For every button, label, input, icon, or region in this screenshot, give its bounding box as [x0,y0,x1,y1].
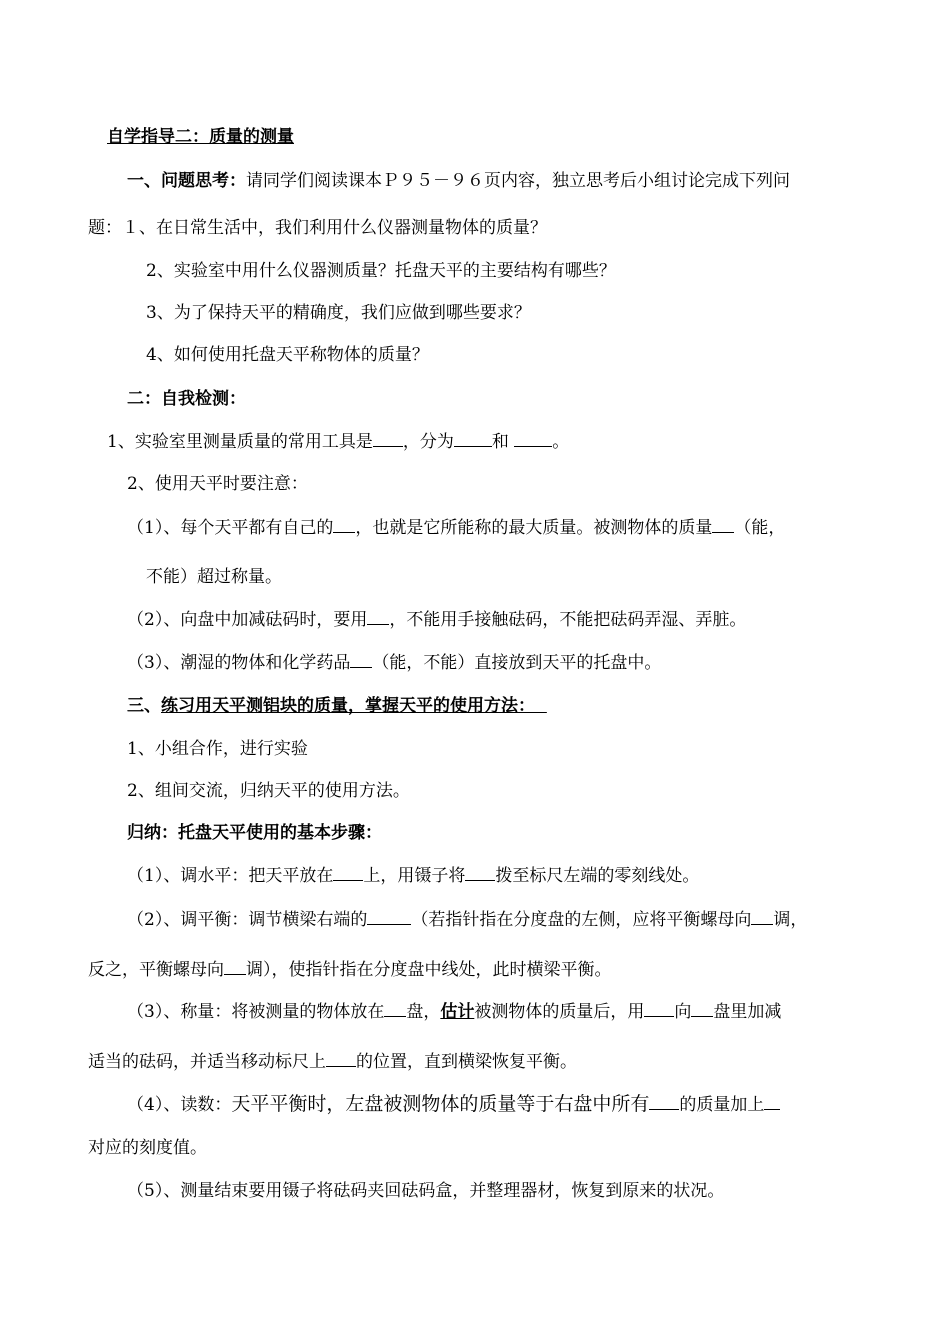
s1-intro-line [127,170,790,192]
s3-head-b: 练习用天平测铝块的质量，掌握天平的使用方法： [161,696,535,716]
s2-l5a: （2）、向盘中加减砝码时，要用 [127,610,368,630]
blank [691,1000,713,1017]
p2c: 调， [773,910,808,930]
s2-l1d: 。 [552,432,570,452]
p3a: （3）、称量：将被测量的物体放在 [127,1002,385,1022]
step-2-cont [88,958,612,981]
s1-question-2: 2、实验室中用什么仪器测质量？托盘天平的主要结构有哪些？ [146,261,616,281]
blank [373,430,403,447]
step-5: （5）、测量结束要用镊子将砝码夹回砝码盒，并整理器材，恢复到原来的状况。 [127,1181,725,1201]
step-4-cont: 对应的刻度值。 [88,1138,207,1158]
s2-line-4: 不能）超过称量。 [146,567,282,587]
s1-intro-a: 请同学们阅读课本Ｐ９５－９６页内容，独立思考后小组讨论完成下列问 [246,171,790,191]
step-3 [127,1000,781,1023]
blank [712,516,734,533]
p2d: 反之，平衡螺母向 [88,960,224,980]
s3-head-a: 三、 [127,696,161,716]
blank [350,651,372,668]
s1-intro-b: 题：１、在日常生活中，我们利用什么仪器测量物体的质量？ [88,218,547,238]
p2e: 调），使指针指在分度盘中线处，此时横梁平衡。 [246,960,612,980]
s3-line-1: 1、小组合作，进行实验 [127,739,308,759]
blank [644,1000,674,1017]
p2a: （2）、调平衡：调节横梁右端的 [127,910,368,930]
blank [751,908,773,925]
step-2 [127,908,807,931]
blank [764,1093,780,1110]
p3f: 盘里加减 [713,1002,782,1022]
s2-heading: 二：自我检测： [127,389,246,409]
p4a: （4）、读数： [127,1095,232,1115]
step-1 [127,864,699,887]
blank [454,430,492,447]
s1-question-4: 4、如何使用托盘天平称物体的质量？ [146,345,429,365]
s2-l1c: 和 [491,432,509,452]
blank [514,430,552,447]
p3b: 盘， [406,1002,441,1022]
step-3-cont [88,1050,577,1073]
page-title: 自学指导二：质量的测量 [107,127,294,147]
p3c: 估计 [440,1002,475,1022]
p1c: 拨至标尺左端的零刻线处。 [495,866,700,886]
p3d: 被测物体的质量后，用 [474,1002,645,1022]
s2-l3b: ，也就是它所能称的最大质量。被测物体的质量 [355,518,713,538]
s1-question-3: 3、为了保持天平的精确度，我们应做到哪些要求？ [146,303,531,323]
s3-line-2: 2、组间交流，归纳天平的使用方法。 [127,781,410,801]
s1-heading: 一、问题思考： [127,171,246,191]
p4c: 的质量加上 [679,1095,765,1115]
p1a: （1）、调水平：把天平放在 [127,866,334,886]
blank [649,1093,679,1110]
step-4 [127,1093,780,1116]
s2-l3a: （1）、每个天平都有自己的 [127,518,334,538]
blank [333,516,355,533]
blank [224,958,246,975]
p2b: （若指针指在分度盘的左侧，应将平衡螺母向 [411,910,752,930]
s3-summary-heading: 归纳：托盘天平使用的基本步骤： [127,823,382,843]
blank [367,608,389,625]
s3-heading [127,695,547,717]
s2-line-2: 2、使用天平时要注意： [127,474,308,494]
s2-line-3 [127,516,785,539]
s2-line-5 [127,608,746,631]
blank [326,1050,356,1067]
blank [367,908,411,925]
s2-line-1 [107,430,569,453]
p4b: 天平平衡时，左盘被测物体的质量等于右盘中所有 [231,1093,650,1115]
s2-l3c: （能， [734,518,786,538]
s2-l6a: （3）、潮湿的物体和化学药品 [127,653,351,673]
p3g: 适当的砝码，并适当移动标尺上 [88,1052,326,1072]
s2-l6b: （能，不能）直接放到天平的托盘中。 [372,653,662,673]
blank [333,864,363,881]
p3e: 向 [674,1002,692,1022]
blank [465,864,495,881]
p1b: 上，用镊子将 [363,866,466,886]
s2-l5b: ，不能用手接触砝码，不能把砝码弄湿、弄脏。 [389,610,747,630]
s2-l1a: 1、实验室里测量质量的常用工具是 [107,432,373,452]
p3h: 的位置，直到横梁恢复平衡。 [356,1052,577,1072]
s2-line-6 [127,651,661,674]
blank [384,1000,406,1017]
s2-l1b: ，分为 [402,432,454,452]
